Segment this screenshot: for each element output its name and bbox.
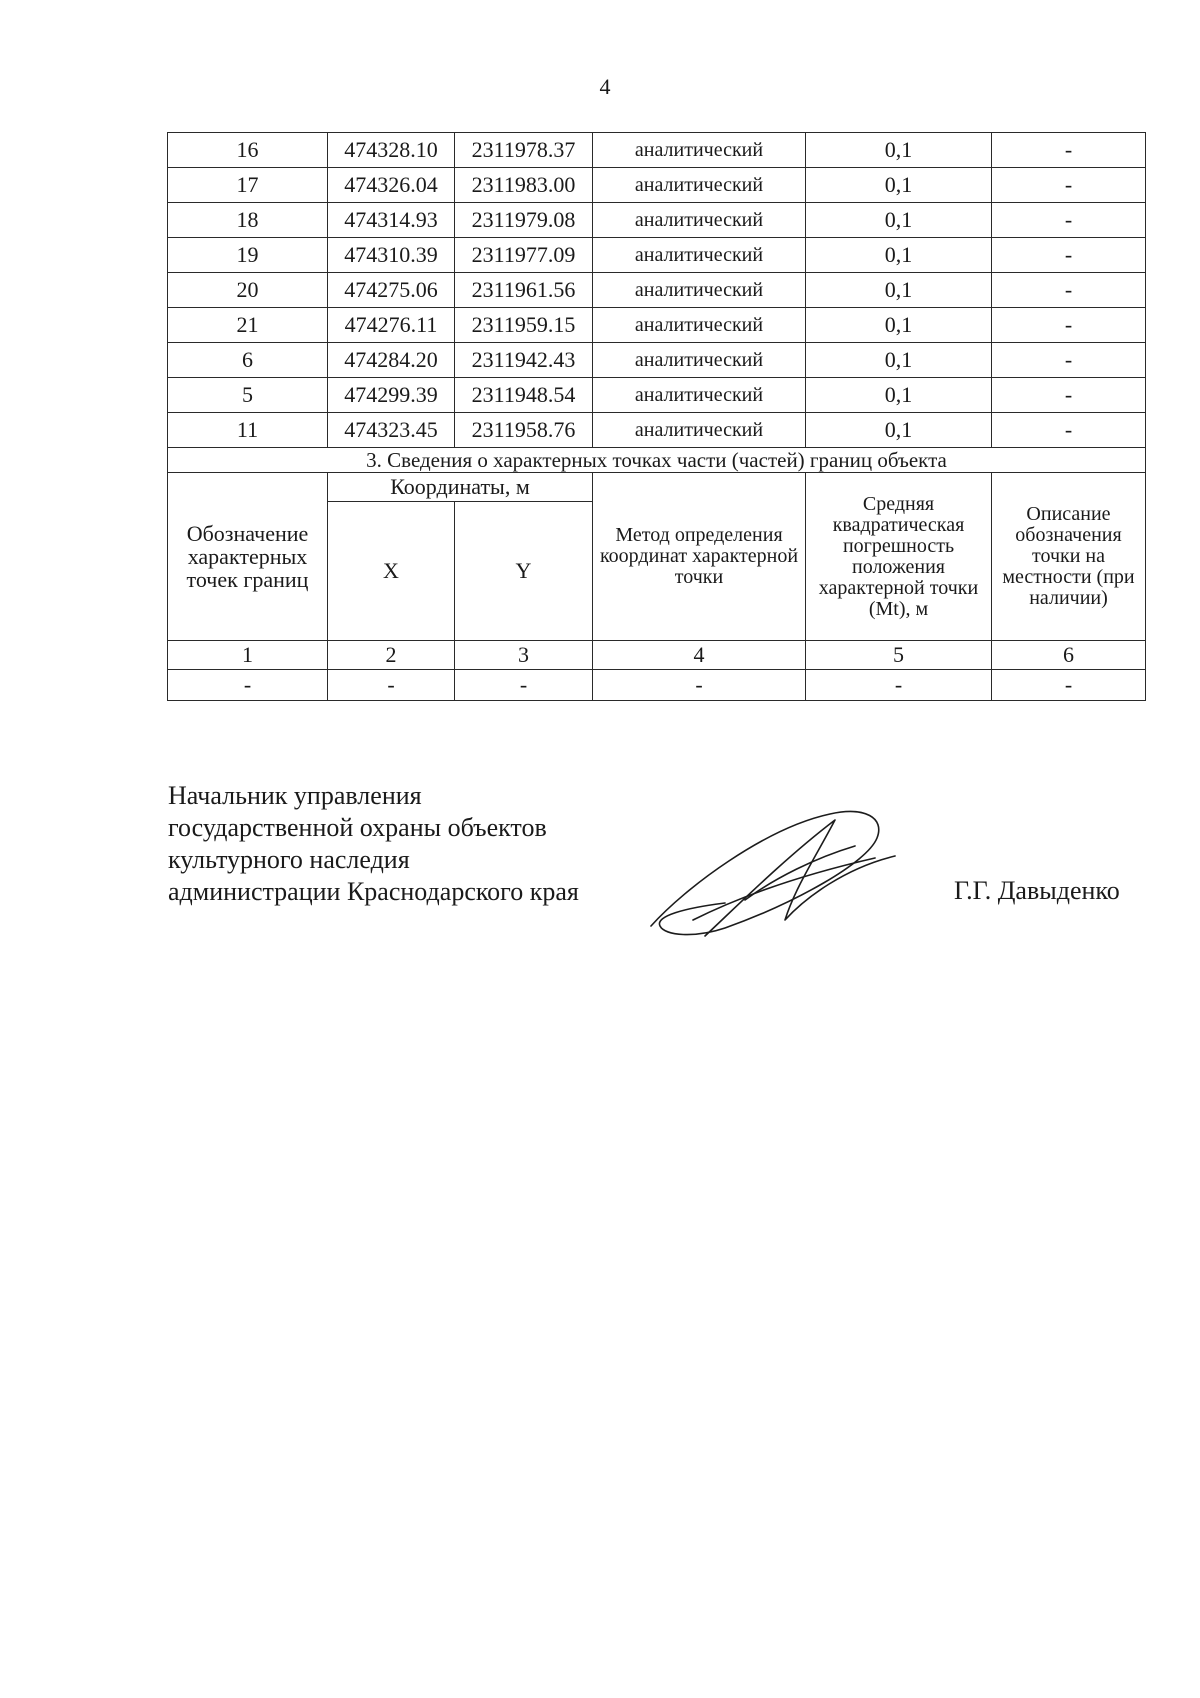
header-method: Метод определения координат характерной точки: [593, 473, 806, 641]
column-number: 4: [593, 641, 806, 670]
header-coordinates: Координаты, м: [328, 473, 593, 502]
empty-cell: -: [328, 670, 455, 701]
description-cell: -: [992, 133, 1146, 168]
handwritten-signature: [645, 808, 905, 943]
error-cell: 0,1: [806, 378, 992, 413]
x-coordinate-cell: 474310.39: [328, 238, 455, 273]
header-y: Y: [455, 502, 593, 641]
table-row: [168, 308, 1146, 343]
description-cell: -: [992, 378, 1146, 413]
method-cell: аналитический: [593, 343, 806, 378]
column-number: 5: [806, 641, 992, 670]
method-cell: аналитический: [593, 168, 806, 203]
header-point-designation: Обозначение характерных точек границ: [168, 473, 328, 641]
table-row: [168, 413, 1146, 448]
empty-cell: -: [992, 670, 1146, 701]
y-coordinate-cell: 2311978.37: [455, 133, 593, 168]
x-coordinate-cell: 474276.11: [328, 308, 455, 343]
column-number: 3: [455, 641, 593, 670]
signatory-name: Г.Г. Давыденко: [954, 876, 1120, 905]
y-coordinate-cell: 2311961.56: [455, 273, 593, 308]
empty-cell: -: [168, 670, 328, 701]
method-cell: аналитический: [593, 378, 806, 413]
y-coordinate-cell: 2311958.76: [455, 413, 593, 448]
point-cell: 5: [168, 378, 328, 413]
column-numbers-row: [168, 641, 1146, 670]
method-cell: аналитический: [593, 273, 806, 308]
description-cell: -: [992, 308, 1146, 343]
coordinates-table: [167, 132, 1146, 701]
point-cell: 6: [168, 343, 328, 378]
point-cell: 17: [168, 168, 328, 203]
section-title-row: [168, 448, 1146, 473]
method-cell: аналитический: [593, 308, 806, 343]
y-coordinate-cell: 2311942.43: [455, 343, 593, 378]
error-cell: 0,1: [806, 343, 992, 378]
point-cell: 11: [168, 413, 328, 448]
position-line: государственной охраны объектов: [168, 813, 547, 842]
point-cell: 18: [168, 203, 328, 238]
method-cell: аналитический: [593, 203, 806, 238]
description-cell: -: [992, 413, 1146, 448]
point-cell: 20: [168, 273, 328, 308]
x-coordinate-cell: 474314.93: [328, 203, 455, 238]
empty-cell: -: [455, 670, 593, 701]
method-cell: аналитический: [593, 133, 806, 168]
x-coordinate-cell: 474326.04: [328, 168, 455, 203]
table-row: [168, 203, 1146, 238]
section-title: 3. Сведения о характерных точках части (частей) границ объекта: [168, 448, 1146, 473]
column-number: 6: [992, 641, 1146, 670]
description-cell: -: [992, 203, 1146, 238]
error-cell: 0,1: [806, 133, 992, 168]
column-number: 1: [168, 641, 328, 670]
description-cell: -: [992, 343, 1146, 378]
table-row: [168, 343, 1146, 378]
position-line: Начальник управления: [168, 781, 422, 810]
error-cell: 0,1: [806, 413, 992, 448]
header-description: Описание обозначения точки на местности (при наличии): [992, 473, 1146, 641]
y-coordinate-cell: 2311977.09: [455, 238, 593, 273]
empty-cell: -: [806, 670, 992, 701]
page-number: 4: [599, 74, 611, 99]
description-cell: -: [992, 168, 1146, 203]
header-mean-error: Средняя квадратическая погрешность положения характерной точки (Mt), м: [806, 473, 992, 641]
x-coordinate-cell: 474275.06: [328, 273, 455, 308]
error-cell: 0,1: [806, 238, 992, 273]
table-row: [168, 133, 1146, 168]
signatory-position: [168, 780, 579, 908]
method-cell: аналитический: [593, 238, 806, 273]
error-cell: 0,1: [806, 203, 992, 238]
y-coordinate-cell: 2311959.15: [455, 308, 593, 343]
x-coordinate-cell: 474299.39: [328, 378, 455, 413]
empty-cell: -: [593, 670, 806, 701]
point-cell: 16: [168, 133, 328, 168]
description-cell: -: [992, 238, 1146, 273]
error-cell: 0,1: [806, 168, 992, 203]
point-cell: 21: [168, 308, 328, 343]
point-cell: 19: [168, 238, 328, 273]
x-coordinate-cell: 474284.20: [328, 343, 455, 378]
position-line: культурного наследия: [168, 845, 410, 874]
column-number: 2: [328, 641, 455, 670]
header-row: [168, 473, 1146, 502]
table-row: [168, 238, 1146, 273]
error-cell: 0,1: [806, 308, 992, 343]
empty-data-row: [168, 670, 1146, 701]
table-row: [168, 378, 1146, 413]
y-coordinate-cell: 2311979.08: [455, 203, 593, 238]
header-x: X: [328, 502, 455, 641]
table-row: [168, 168, 1146, 203]
position-line: администрации Краснодарского края: [168, 877, 579, 906]
error-cell: 0,1: [806, 273, 992, 308]
y-coordinate-cell: 2311983.00: [455, 168, 593, 203]
table-body: [168, 133, 1146, 701]
y-coordinate-cell: 2311948.54: [455, 378, 593, 413]
x-coordinate-cell: 474323.45: [328, 413, 455, 448]
method-cell: аналитический: [593, 413, 806, 448]
table-row: [168, 273, 1146, 308]
x-coordinate-cell: 474328.10: [328, 133, 455, 168]
description-cell: -: [992, 273, 1146, 308]
